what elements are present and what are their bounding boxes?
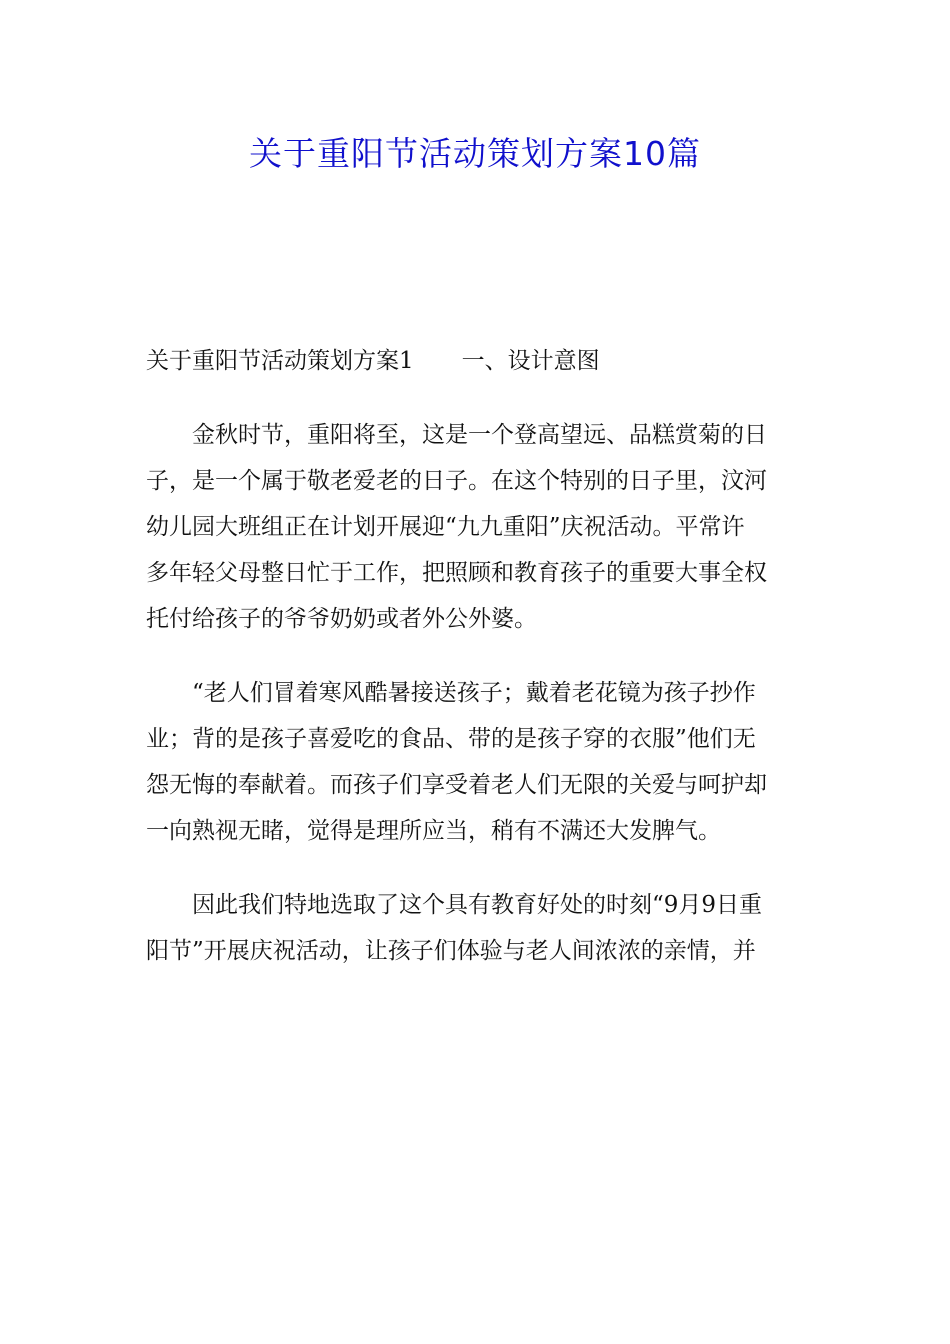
paragraph-2 <box>146 670 808 854</box>
paragraph-3 <box>146 882 808 974</box>
paragraph-line: 幼儿园大班组正在计划开展迎“九九重阳”庆祝活动。平常许 <box>146 514 745 540</box>
paragraph-line: 阳节”开展庆祝活动，让孩子们体验与老人间浓浓的亲情，并 <box>146 938 756 964</box>
paragraph-line: 托付给孩子的爷爷奶奶或者外公外婆。 <box>146 606 537 632</box>
paragraph-gap <box>146 854 808 882</box>
paragraph-line: 多年轻父母整日忙于工作，把照顾和教育孩子的重要大事全权 <box>146 560 767 586</box>
document-title: 关于重阳节活动策划方案10篇 <box>249 134 701 173</box>
paragraph-line: 金秋时节，重阳将至，这是一个登高望远、品糕赏菊的日 <box>192 422 767 448</box>
paragraph-gap <box>146 642 808 670</box>
document-body <box>146 338 808 974</box>
paragraph-line: 业；背的是孩子喜爱吃的食品、带的是孩子穿的衣服”他们无 <box>146 726 756 752</box>
paragraph-1 <box>146 412 808 642</box>
paragraph-line: 一向熟视无睹，觉得是理所应当，稍有不满还大发脾气。 <box>146 818 721 844</box>
section-label: 一、设计意图 <box>461 348 600 374</box>
section-heading-line <box>146 338 808 384</box>
paragraph-line: 子，是一个属于敬老爱老的日子。在这个特别的日子里，汶河 <box>146 468 767 494</box>
paragraph-gap <box>146 384 808 412</box>
paragraph-line: 因此我们特地选取了这个具有教育好处的时刻“9月9日重 <box>192 892 763 918</box>
plan-subheading: 关于重阳节活动策划方案1 <box>146 348 414 374</box>
paragraph-line: “老人们冒着寒风酷暑接送孩子；戴着老花镜为孩子抄作 <box>192 680 756 706</box>
paragraph-line: 怨无悔的奉献着。而孩子们享受着老人们无限的关爱与呵护却 <box>146 772 767 798</box>
